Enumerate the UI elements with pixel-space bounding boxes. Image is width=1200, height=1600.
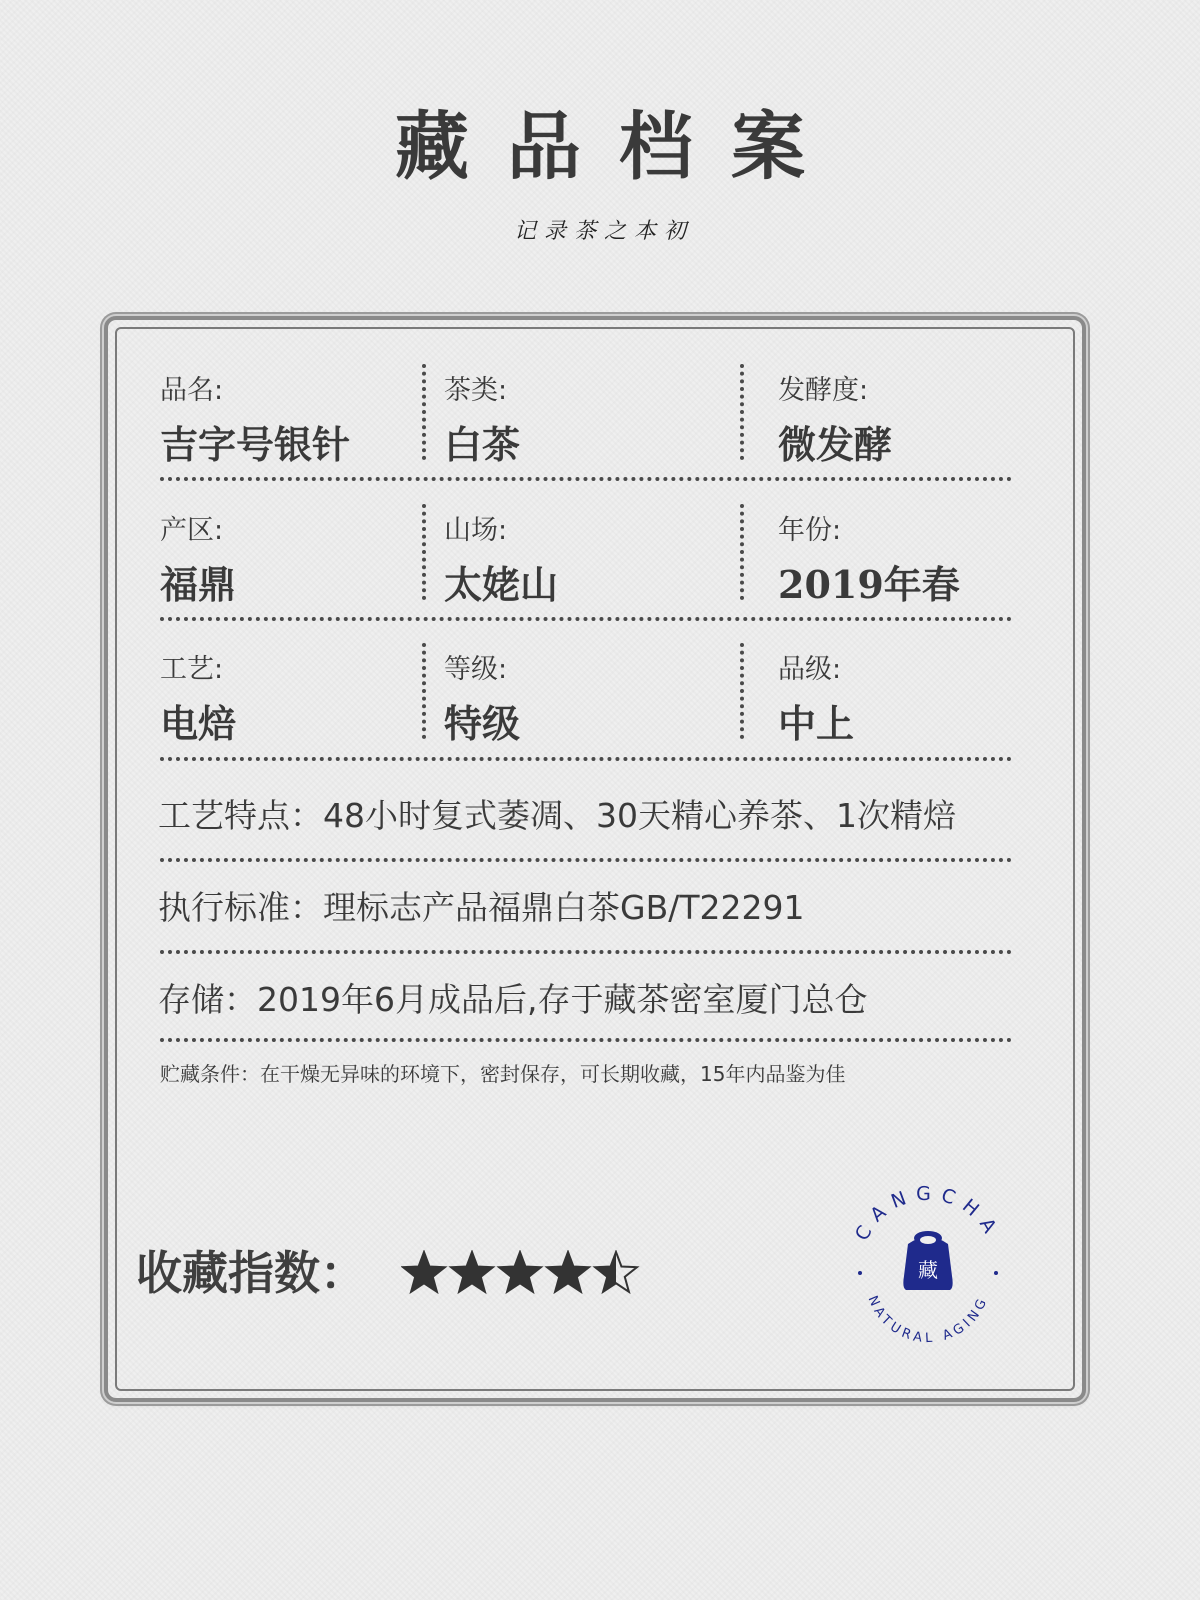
- column-divider: [422, 643, 426, 739]
- storage-info: 存储：2019年6月成品后,存于藏茶密室厦门总仓: [158, 980, 868, 1019]
- rating-label: 收藏指数：: [136, 1246, 366, 1300]
- field-value: 太姥山: [444, 562, 559, 607]
- row-divider: [160, 1038, 1012, 1042]
- row-divider: [160, 858, 1012, 862]
- field-value: 特级: [444, 701, 521, 746]
- field-label: 发酵度:: [778, 375, 869, 406]
- row-divider: [160, 617, 1012, 621]
- craft-features: 工艺特点：48小时复式萎凋、30天精心养茶、1次精焙: [158, 796, 956, 835]
- page-title: 藏品档案: [395, 104, 843, 190]
- field-label: 年份:: [778, 515, 842, 546]
- field-value: 微发酵: [778, 422, 893, 467]
- field-value: 福鼎: [160, 562, 237, 607]
- field-label: 品级:: [778, 654, 842, 685]
- execution-standard: 执行标准：理标志产品福鼎白茶GB/T22291: [158, 888, 805, 927]
- field-label: 工艺:: [160, 654, 224, 685]
- storage-conditions: 贮藏条件：在干燥无异味的环境下，密封保存，可长期收藏，15年内品鉴为佳: [160, 1062, 846, 1086]
- column-divider: [740, 364, 744, 460]
- field-value: 2019年春: [778, 562, 960, 607]
- column-divider: [422, 504, 426, 600]
- rating-star: [451, 1252, 493, 1292]
- rating-stars: [401, 1250, 641, 1296]
- info-row-2: [160, 496, 1010, 606]
- row-divider: [160, 477, 1012, 481]
- logo-top-text: CANGCHA: [850, 1182, 1006, 1245]
- row-divider: [160, 757, 1012, 761]
- field-value: 电焙: [160, 701, 237, 746]
- rating-star: [547, 1252, 589, 1292]
- field-value: 白茶: [444, 422, 521, 467]
- field-label: 产区:: [160, 515, 224, 546]
- field-value: 中上: [778, 701, 855, 746]
- info-row-3: [160, 635, 1010, 745]
- rating-star: [595, 1252, 637, 1292]
- field-label: 茶类:: [444, 375, 508, 406]
- logo-center-glyph: 藏: [918, 1258, 938, 1282]
- row-divider: [160, 950, 1012, 954]
- column-divider: [422, 364, 426, 460]
- column-divider: [740, 504, 744, 600]
- collection-rating: [136, 1246, 641, 1300]
- logo-dot: [858, 1271, 862, 1275]
- field-label: 品名:: [160, 375, 224, 406]
- logo-dot: [994, 1271, 998, 1275]
- column-divider: [740, 643, 744, 739]
- field-value: 吉字号银针: [160, 422, 351, 467]
- rating-star: [403, 1252, 445, 1292]
- logo-bottom-text: NATURAL AGING: [864, 1293, 992, 1347]
- page-subtitle: 记录茶之本初: [513, 219, 694, 244]
- info-row-1: [160, 356, 1010, 466]
- field-label: 山场:: [444, 515, 508, 546]
- field-label: 等级:: [444, 654, 508, 685]
- rating-star: [499, 1252, 541, 1292]
- cangcha-logo: [838, 1176, 1018, 1356]
